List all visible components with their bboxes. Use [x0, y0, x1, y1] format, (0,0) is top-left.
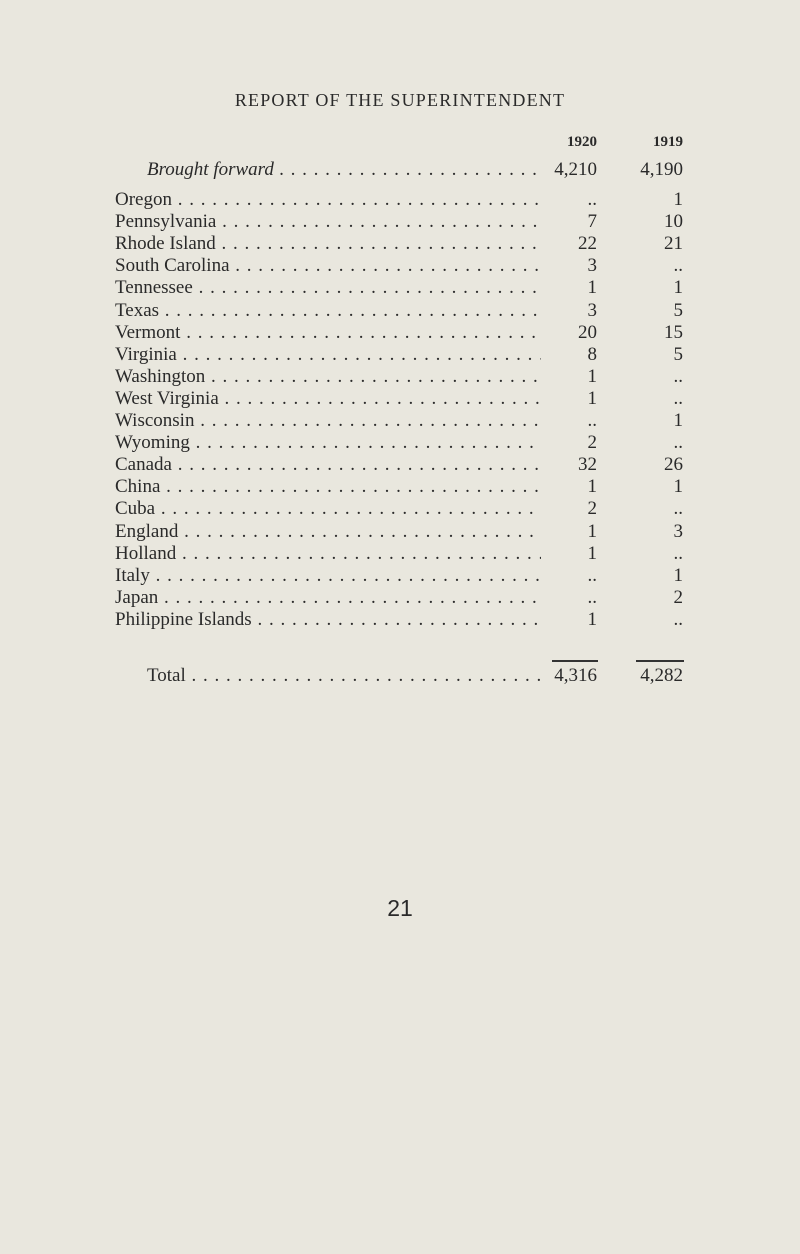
value-1920: 1	[587, 476, 597, 498]
value-1920: 3	[587, 299, 597, 321]
value-1920: 20	[578, 321, 597, 343]
table-row	[0, 609, 800, 631]
table-row	[0, 344, 800, 366]
row-label: Canada . . .	[115, 454, 541, 476]
value-1920: 2	[587, 432, 597, 454]
value-1920: 4,210	[554, 159, 597, 180]
row-label: Cuba . . .	[115, 498, 541, 520]
value-1920: ..	[587, 564, 597, 586]
value-1919: ..	[673, 387, 683, 409]
brought-forward-row	[0, 159, 800, 181]
row-label: Rhode Island . . .	[115, 233, 541, 255]
value-1919: ..	[673, 365, 683, 387]
value-1919: 4,190	[640, 159, 683, 180]
page-header: REPORT OF THE SUPERINTENDENT	[234, 90, 566, 110]
row-label: Italy . . .	[115, 565, 541, 587]
table-row	[0, 255, 800, 277]
row-label: Philippine Islands . . .	[115, 609, 541, 631]
value-1920: 1	[587, 387, 597, 409]
value-1919: ..	[673, 498, 683, 520]
table-row	[0, 211, 800, 233]
table-row	[0, 565, 800, 587]
table-row	[0, 432, 800, 454]
value-1919: 10	[664, 211, 683, 233]
row-label: China . . .	[115, 476, 541, 498]
total-rule-1919	[636, 660, 684, 662]
value-1920: ..	[587, 586, 597, 608]
row-label: Pennsylvania . . .	[115, 211, 541, 233]
table-row	[0, 498, 800, 520]
value-1919: 26	[664, 454, 683, 476]
table-row	[0, 233, 800, 255]
value-1920: ..	[587, 189, 597, 210]
table-row	[0, 366, 800, 388]
row-label: Wisconsin . . .	[115, 410, 541, 432]
total-row	[0, 665, 800, 687]
column-header-1920: 1920	[567, 134, 597, 150]
table-row	[0, 388, 800, 410]
value-1919: 5	[673, 343, 683, 365]
value-1920: 7	[587, 211, 597, 233]
table-row	[0, 454, 800, 476]
value-1919: 1	[673, 564, 683, 586]
table-row	[0, 476, 800, 498]
table-row	[0, 300, 800, 322]
value-1920: 1	[587, 542, 597, 564]
value-1920: 3	[587, 255, 597, 277]
table-row	[0, 543, 800, 565]
row-label: Vermont . . .	[115, 322, 541, 344]
table-row	[0, 277, 800, 299]
table-row	[0, 410, 800, 432]
value-1919: ..	[673, 608, 683, 630]
value-1919: 1	[673, 410, 683, 431]
value-1919: ..	[673, 542, 683, 564]
table-row	[0, 587, 800, 609]
value-1920: 8	[587, 343, 597, 365]
value-1919: ..	[673, 255, 683, 277]
table-row	[0, 521, 800, 543]
value-1920: 1	[587, 520, 597, 542]
row-label: Washington . . .	[115, 366, 541, 388]
value-1919: 2	[673, 586, 683, 608]
value-1919: 3	[673, 520, 683, 542]
value-1919: 21	[664, 233, 683, 255]
row-label: West Virginia . . .	[115, 388, 541, 410]
value-1919: 1	[673, 476, 683, 498]
value-1920: ..	[587, 410, 597, 431]
row-label: Oregon . . .	[115, 189, 541, 211]
value-1919: 15	[664, 321, 683, 343]
table-row	[0, 189, 800, 211]
value-1920: 32	[578, 454, 597, 476]
total-rule-1920	[552, 660, 598, 662]
row-label: England . . .	[115, 521, 541, 543]
row-label: South Carolina . . .	[115, 255, 541, 277]
row-label: Holland . . .	[115, 543, 541, 565]
value-1920: 4,316	[554, 665, 597, 686]
page-number: 21	[387, 895, 413, 921]
value-1920: 1	[587, 608, 597, 630]
value-1919: 4,282	[640, 665, 683, 686]
row-label: Tennessee . . .	[115, 277, 541, 299]
column-header-1919: 1919	[653, 134, 683, 150]
value-1919: 1	[673, 189, 683, 210]
row-label: Japan . . .	[115, 587, 541, 609]
value-1920: 1	[587, 365, 597, 387]
row-label: Total . . .	[147, 665, 541, 687]
row-label: Brought forward . . .	[147, 159, 541, 181]
value-1919: ..	[673, 432, 683, 454]
value-1920: 1	[587, 277, 597, 299]
row-label: Virginia . . .	[115, 344, 541, 366]
row-label: Texas . . .	[115, 300, 541, 322]
value-1919: 1	[673, 277, 683, 299]
value-1919: 5	[673, 299, 683, 321]
value-1920: 2	[587, 498, 597, 520]
row-label: Wyoming . . .	[115, 432, 541, 454]
value-1920: 22	[578, 233, 597, 255]
table-row	[0, 322, 800, 344]
